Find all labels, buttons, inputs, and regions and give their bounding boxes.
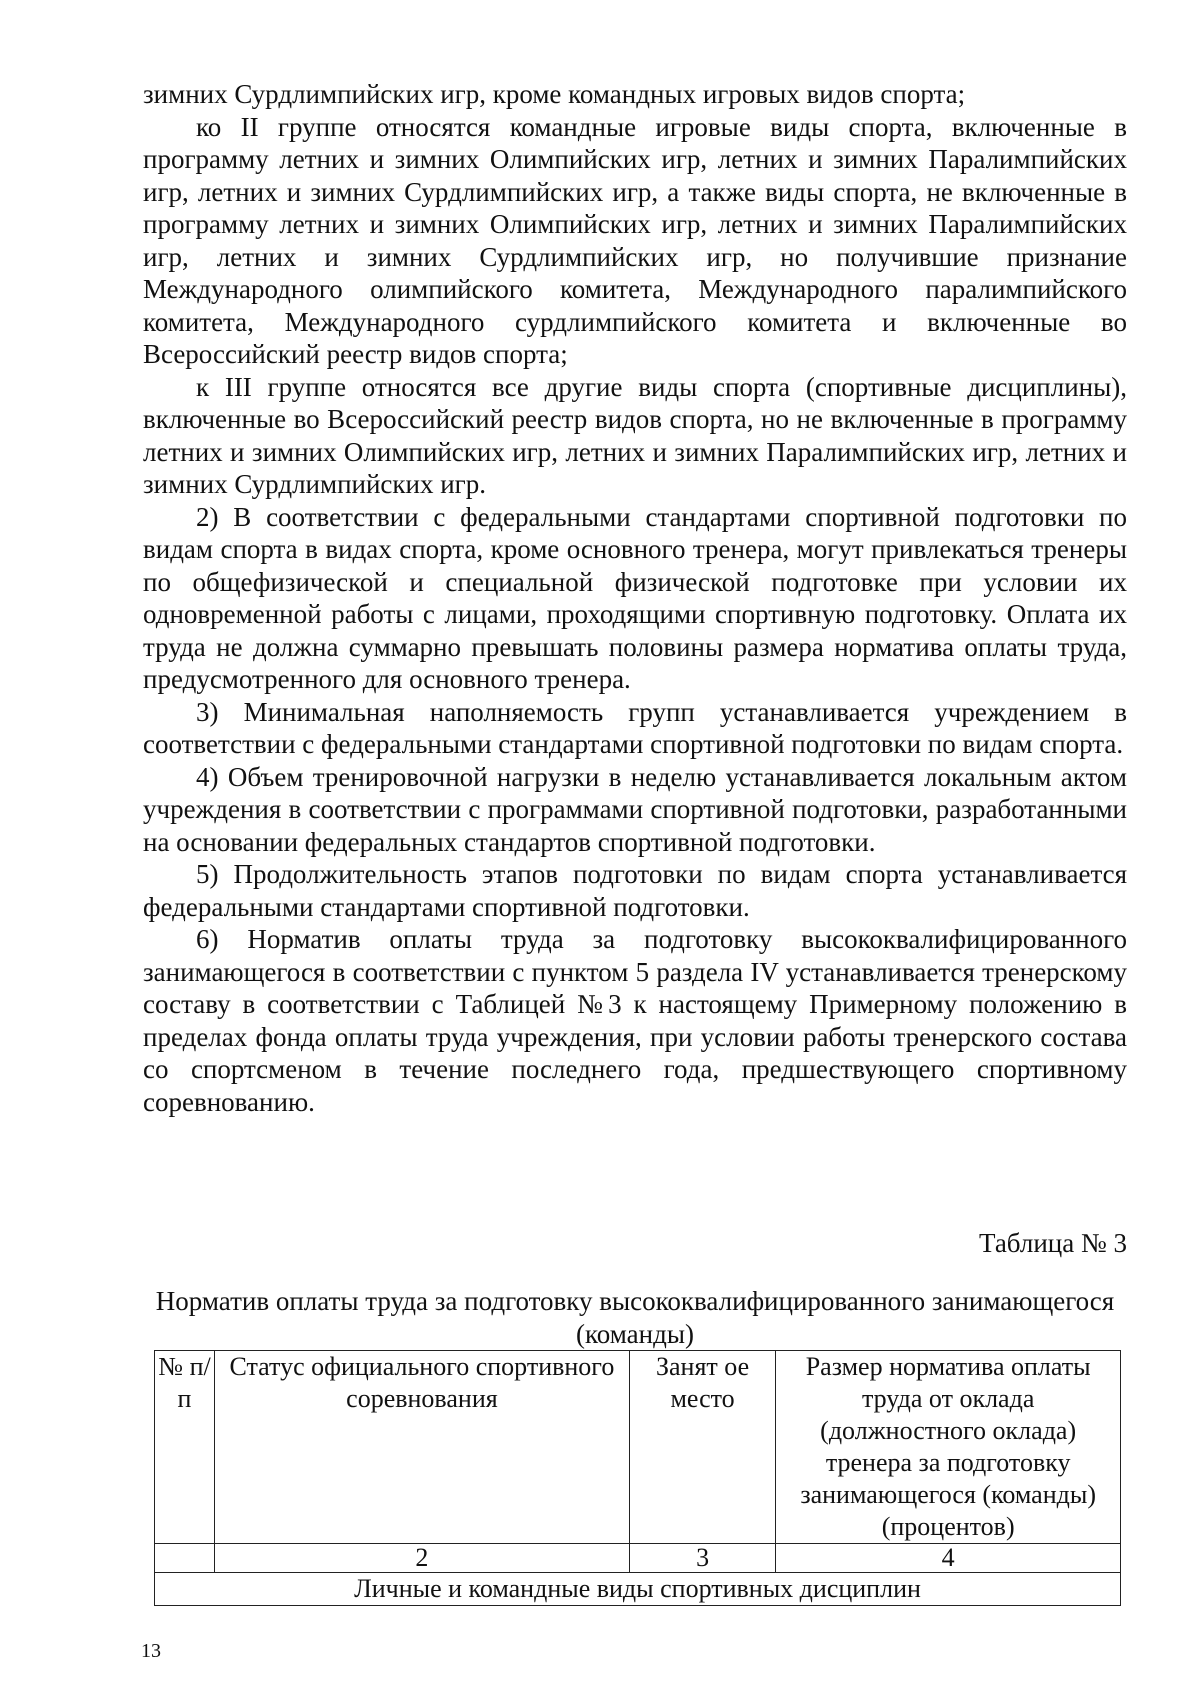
norm-table: [154, 1350, 1121, 1606]
table-caption: Таблица № 3: [979, 1228, 1127, 1258]
header-cell-place: Занят ое место: [629, 1351, 775, 1544]
table-section-row: [155, 1573, 1121, 1606]
section-cell: Личные и командные виды спортивных дисциплин: [155, 1573, 1121, 1606]
column-number-cell: [155, 1544, 215, 1573]
body-text: [143, 78, 1127, 1118]
column-number-cell: 2: [215, 1544, 630, 1573]
paragraph: зимних Сурдлимпийских игр, кроме командных игровых видов спорта;: [143, 79, 966, 109]
column-number-cell: 3: [629, 1544, 775, 1573]
paragraph: ко II группе относятся командные игровые виды спорта, включенные в программу летних и зимних Олимпийских игр, летних и зимних Паралимпийских игр, летних и зимних Сурдлимпийских игр, а также виды спорта, не включенные в программу летних и зимних Олимпийских игр, летних и зимних Паралимпийских игр, летних и зимних Сурдлимпийских игр, но получившие признание Международного олимпийского комитета, Международного паралимпийского комитета, Международного сурдлимпийского комитета и включенные во Всероссийский реестр видов спорта;: [143, 111, 1127, 369]
paragraph: к III группе относятся все другие виды спорта (спортивные дисциплины), включенные во Всероссийский реестр видов спорта, но не включенные в программу летних и зимних Олимпийских игр, летних и зимних Паралимпийских игр, летних и зимних Сурдлимпийских игр.: [143, 371, 1127, 499]
table-column-numbers-row: [155, 1544, 1121, 1573]
table-title: Норматив оплаты труда за подготовку высококвалифицированного занимающегося (команды): [155, 1286, 1115, 1349]
header-cell-number: № п/п: [155, 1351, 215, 1544]
paragraph: 4) Объем тренировочной нагрузки в неделю устанавливается локальным актом учреждения в соответствии с программами спортивной подготовки, разработанными на основании федеральных стандартов спортивной подготовки.: [143, 761, 1127, 857]
paragraph: 2) В соответствии с федеральными стандартами спортивной подготовки по видам спорта в видах спорта, кроме основного тренера, могут привлекаться тренеры по общефизической и специальной физической подготовке при условии их одновременной работы с лицами, проходящими спортивную подготовку. Оплата их труда не должна суммарно превышать половины размера норматива оплаты труда, предусмотренного для основного тренера.: [143, 501, 1127, 694]
header-cell-status: Статус официального спортивного соревнования: [215, 1351, 630, 1544]
page-number: 13: [141, 1640, 161, 1662]
paragraph: 6) Норматив оплаты труда за подготовку высококвалифицированного занимающегося в соответствии с пунктом 5 раздела IV устанавливается тренерскому составу в соответствии с Таблицей №3 к настоящему Примерному положению в пределах фонда оплаты труда учреждения, при условии работы тренерского состава со спортсменом в течение последнего года, предшествующего спортивному соревнованию.: [143, 924, 1127, 1117]
column-number-cell: 4: [776, 1544, 1121, 1573]
table-header-row: [155, 1351, 1121, 1544]
paragraph: 5) Продолжительность этапов подготовки по видам спорта устанавливается федеральными стандартами спортивной подготовки.: [143, 859, 1127, 922]
paragraph: 3) Минимальная наполняемость групп устанавливается учреждением в соответствии с федеральными стандартами спортивной подготовки по видам спорта.: [143, 696, 1127, 759]
header-cell-rate: Размер норматива оплаты труда от оклада (должностного оклада) тренера за подготовку занимающегося (команды) (процентов): [776, 1351, 1121, 1544]
